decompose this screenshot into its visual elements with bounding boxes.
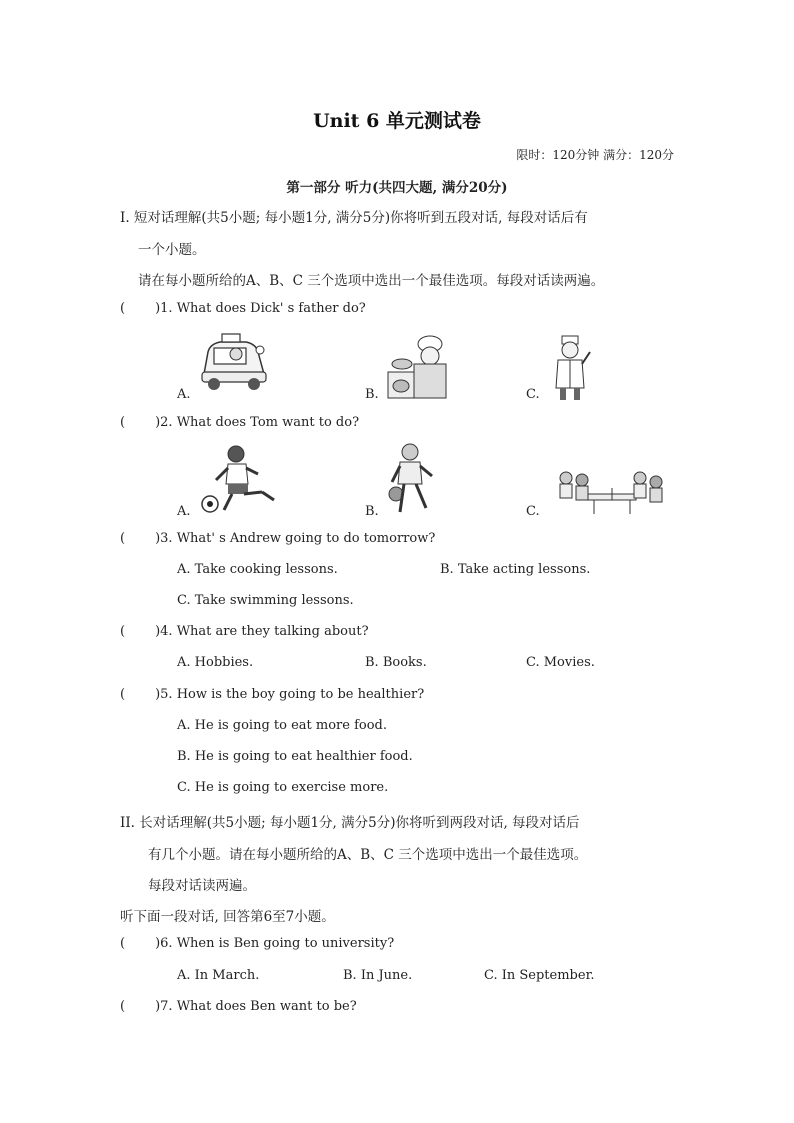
doctor-illustration xyxy=(552,334,592,404)
question-2: ( )2. What does Tom want to do? xyxy=(120,415,360,430)
q4-option-a[interactable]: A. Hobbies. xyxy=(177,655,254,670)
q5-option-c[interactable]: C. He is going to exercise more. xyxy=(177,780,389,795)
section-one-line-3: 请在每小题所给的A、B、C 三个选项中选出一个最佳选项。每段对话读两遍。 xyxy=(138,273,605,289)
answer-blank[interactable]: ( ) xyxy=(120,624,161,639)
page-title: Unit 6 单元测试卷 xyxy=(313,110,481,132)
answer-blank[interactable]: ( ) xyxy=(120,687,161,702)
answer-blank[interactable]: ( ) xyxy=(120,999,161,1014)
q5-option-b[interactable]: B. He is going to eat healthier food. xyxy=(177,749,413,764)
question-1: ( )1. What does Dick' s father do? xyxy=(120,301,366,316)
taxi-driver-illustration xyxy=(198,330,270,392)
section-two-instruction: 听下面一段对话, 回答第6至7小题。 xyxy=(120,909,335,925)
q3-option-c[interactable]: C. Take swimming lessons. xyxy=(177,593,354,608)
question-4: ( )4. What are they talking about? xyxy=(120,624,369,639)
answer-blank[interactable]: ( ) xyxy=(120,531,161,546)
q2-option-a-label: A. xyxy=(177,504,191,519)
table-tennis-illustration xyxy=(552,470,672,518)
basketball-player-illustration xyxy=(386,442,438,518)
q2-option-b-label: B. xyxy=(365,504,379,519)
section-one-line-2: 一个小题。 xyxy=(138,242,206,258)
q1-option-a-label: A. xyxy=(177,387,191,402)
question-7: ( )7. What does Ben want to be? xyxy=(120,999,357,1014)
answer-blank[interactable]: ( ) xyxy=(120,936,161,951)
q1-option-c-label: C. xyxy=(526,387,540,402)
q4-option-b[interactable]: B. Books. xyxy=(365,655,427,670)
q5-option-a[interactable]: A. He is going to eat more food. xyxy=(177,718,388,733)
q6-option-b[interactable]: B. In June. xyxy=(343,968,413,983)
section-two-line-2: 有几个小题。请在每小题所给的A、B、C 三个选项中选出一个最佳选项。 xyxy=(148,847,588,863)
section-two-line-3: 每段对话读两遍。 xyxy=(148,878,256,894)
q6-option-a[interactable]: A. In March. xyxy=(177,968,260,983)
cook-illustration xyxy=(388,334,448,400)
soccer-player-illustration xyxy=(200,444,280,516)
question-3: ( )3. What' s Andrew going to do tomorrow? xyxy=(120,531,436,546)
answer-blank[interactable]: ( ) xyxy=(120,301,161,316)
q3-option-b[interactable]: B. Take acting lessons. xyxy=(440,562,591,577)
q2-option-c-label: C. xyxy=(526,504,540,519)
answer-blank[interactable]: ( ) xyxy=(120,415,161,430)
question-6: ( )6. When is Ben going to university? xyxy=(120,936,395,951)
time-and-score-limits: 限时：120分钟 满分：120分 xyxy=(516,148,674,162)
section-one-line-1: I. 短对话理解(共5小题; 每小题1分, 满分5分)你将听到五段对话, 每段对话后有 xyxy=(120,210,588,226)
part-one-title: 第一部分 听力(共四大题, 满分20分) xyxy=(286,180,508,196)
q6-option-c[interactable]: C. In September. xyxy=(484,968,595,983)
question-5: ( )5. How is the boy going to be healthier? xyxy=(120,687,425,702)
q3-option-a[interactable]: A. Take cooking lessons. xyxy=(177,562,338,577)
section-two-line-1: II. 长对话理解(共5小题; 每小题1分, 满分5分)你将听到两段对话, 每段对话后 xyxy=(120,815,580,831)
q1-option-b-label: B. xyxy=(365,387,379,402)
q4-option-c[interactable]: C. Movies. xyxy=(526,655,595,670)
